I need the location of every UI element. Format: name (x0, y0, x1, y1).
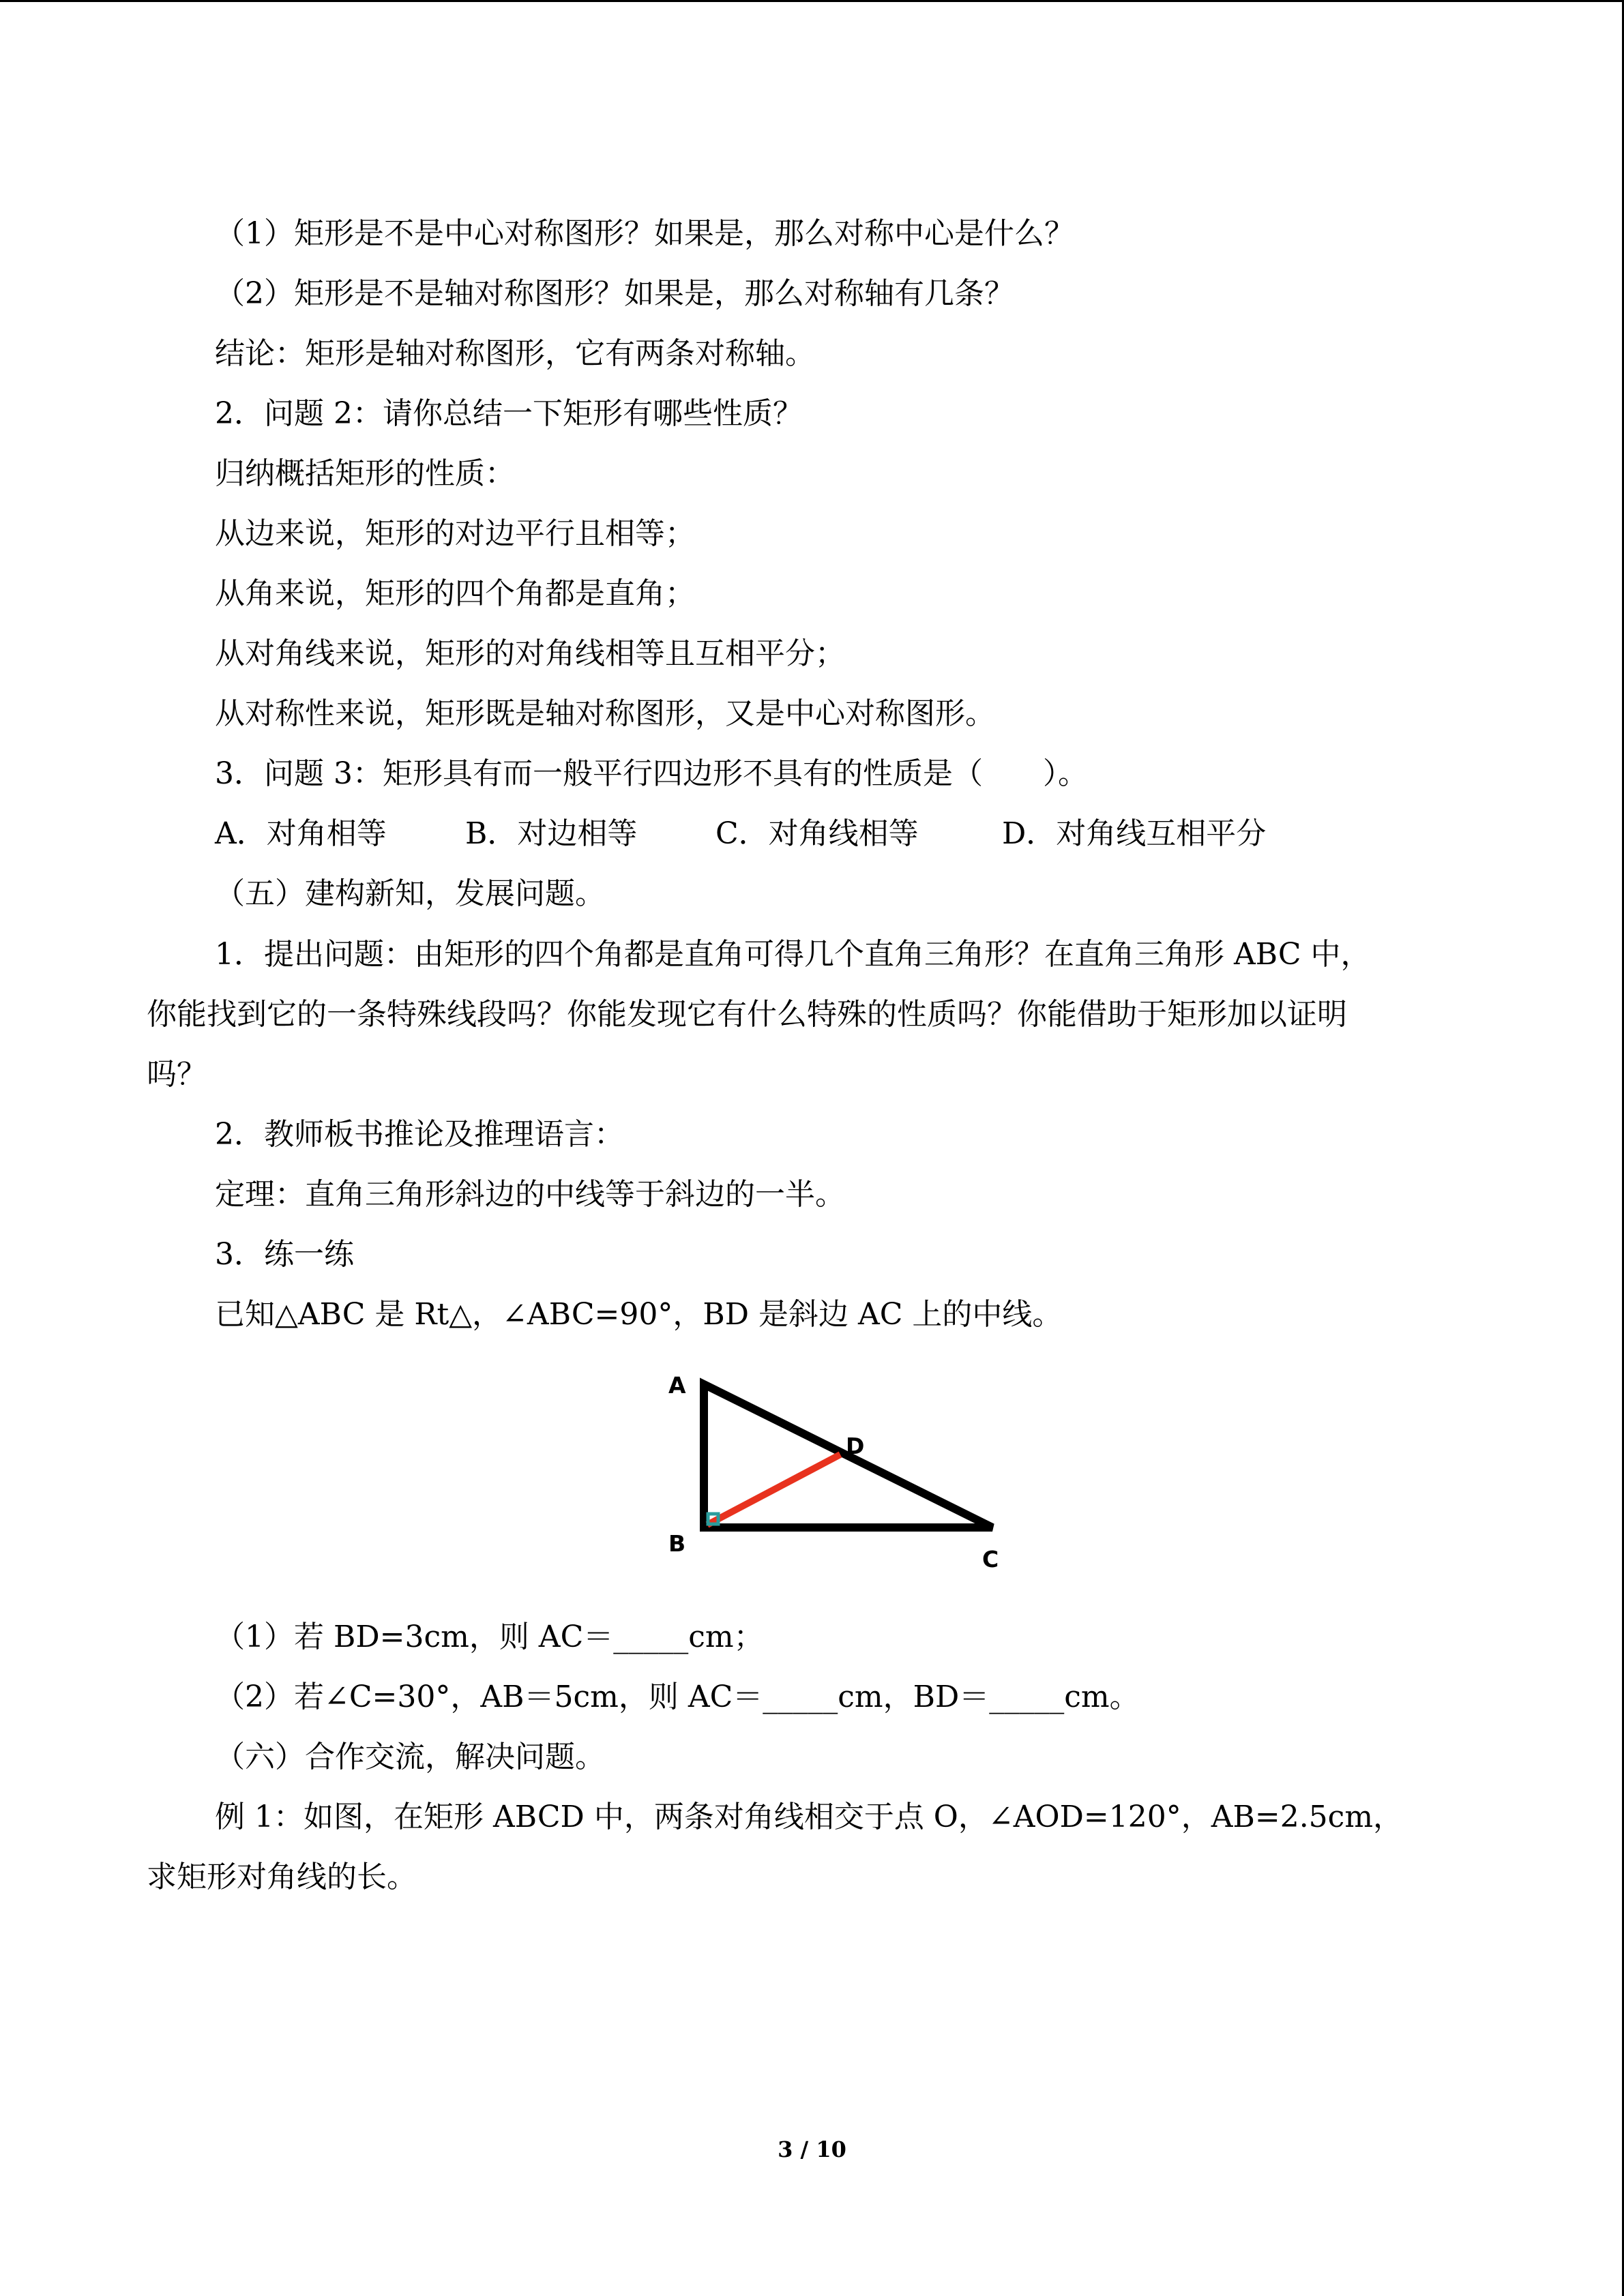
label-b: B (668, 1530, 686, 1557)
property-sides: 从边来说，矩形的对边平行且相等； (215, 516, 695, 551)
label-a: A (668, 1372, 686, 1399)
section-5-question-3: 3．练一练 (215, 1237, 354, 1272)
property-angles: 从角来说，矩形的四个角都是直角； (215, 576, 695, 611)
section-5-heading: （五）建构新知，发展问题。 (215, 876, 605, 911)
option-d: D．对角线互相平分 (1002, 816, 1267, 851)
page-number: 3 / 10 (778, 2136, 846, 2162)
section-6-heading: （六）合作交流，解决问题。 (215, 1740, 605, 1774)
option-a: A．对角相等 (215, 816, 387, 851)
section-5-question-1-line-3: 吗？ (147, 1057, 207, 1092)
section-5-question-1-line-1: 1．提出问题：由矩形的四个角都是直角可得几个直角三角形？在直角三角形 ABC 中， (215, 937, 1371, 972)
question-2-line: 2．问题 2：请你总结一下矩形有哪些性质？ (215, 396, 803, 431)
page-border-top (0, 0, 1624, 2)
exercise-2: （2）若∠C=30°，AB＝5cm，则 AC＝_____cm，BD＝_____cm。 (215, 1680, 1140, 1714)
option-b: B．对边相等 (465, 816, 638, 851)
option-c: C．对角线相等 (715, 816, 919, 851)
median-bd (707, 1455, 840, 1525)
section-5-question-1-line-2: 你能找到它的一条特殊线段吗？你能发现它有什么特殊的性质吗？你能借助于矩形加以证明 (147, 997, 1347, 1032)
question-line-2: （2）矩形是不是轴对称图形？如果是，那么对称轴有几条？ (215, 276, 1014, 311)
section-5-question-2: 2．教师板书推论及推理语言： (215, 1117, 624, 1152)
example-1-line-1: 例 1：如图，在矩形 ABCD 中，两条对角线相交于点 O，∠AOD=120°，AB=2.5cm， (215, 1800, 1404, 1834)
property-symmetry: 从对称性来说，矩形既是轴对称图形，又是中心对称图形。 (215, 696, 995, 731)
exercise-1: （1）若 BD=3cm，则 AC＝_____cm； (215, 1620, 764, 1654)
property-diagonals: 从对角线来说，矩形的对角线相等且互相平分； (215, 636, 845, 671)
given-line: 已知△ABC 是 Rt△，∠ABC=90°，BD 是斜边 AC 上的中线。 (215, 1297, 1063, 1332)
question-line-1: （1）矩形是不是中心对称图形？如果是，那么对称中心是什么？ (215, 216, 1074, 251)
answer-options (215, 814, 1266, 854)
summary-heading: 归纳概括矩形的性质： (215, 456, 515, 491)
theorem-line: 定理：直角三角形斜边的中线等于斜边的一半。 (215, 1177, 845, 1212)
example-1-line-2: 求矩形对角线的长。 (147, 1860, 417, 1894)
question-3-line: 3．问题 3：矩形具有而一般平行四边形不具有的性质是（ ）。 (215, 756, 1088, 791)
right-triangle-figure (655, 1364, 1009, 1582)
label-d: D (846, 1433, 865, 1459)
conclusion-line: 结论：矩形是轴对称图形，它有两条对称轴。 (215, 336, 815, 371)
label-c: C (982, 1546, 999, 1572)
